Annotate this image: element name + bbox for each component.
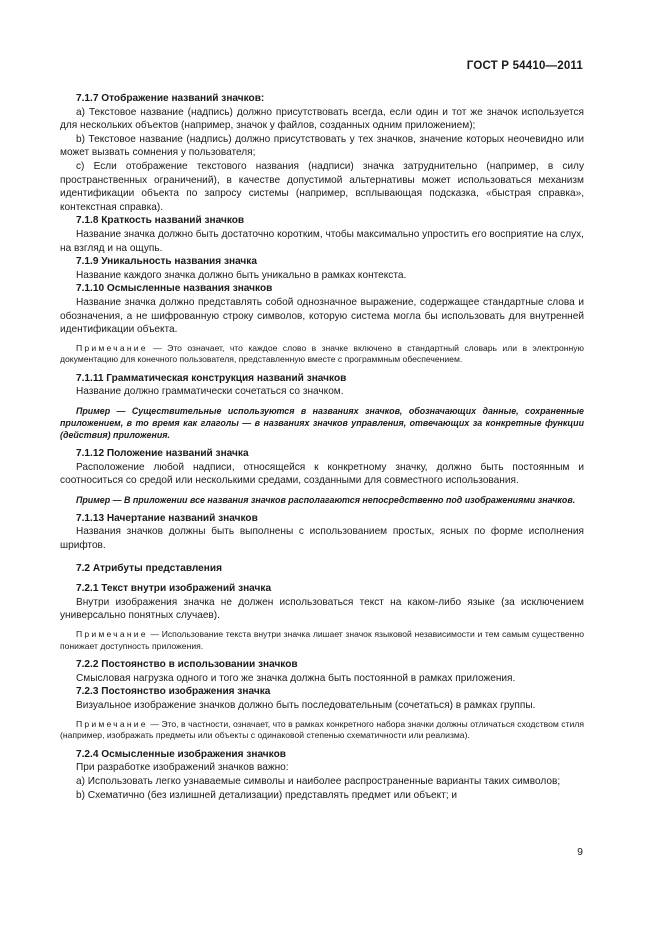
- section-heading: 7.1.11 Грамматическая конструкция названий значков: [76, 372, 347, 384]
- paragraph: Смысловая нагрузка одного и того же значка должна быть постоянной в рамках приложения.: [76, 672, 516, 684]
- paragraph: a) Использовать легко узнаваемые символы и наиболее распространенные варианты таких символов;: [76, 775, 561, 787]
- example-paragraph: Пример — В приложении все названия значков располагаются непосредственно под изображениями значков.: [76, 494, 576, 505]
- section-heading: 7.1.9 Уникальность названия значка: [76, 256, 257, 268]
- note-label: Примечание: [76, 342, 148, 353]
- section-heading: 7.1.8 Краткость названий значков: [76, 215, 245, 227]
- note-text: — Использование текста внутри значка лишает значок языковой независимости и тем самым существенно понижает доступность приложения.: [60, 629, 584, 651]
- paragraph: Названия значков должны быть выполнены с использованием простых, ясных по форме исполнения шрифтов.: [60, 526, 584, 552]
- note-label: Примечание: [76, 629, 148, 639]
- section-heading: 7.1.10 Осмысленные названия значков: [76, 283, 273, 295]
- section-heading: 7.1.7 Отображение названий значков:: [76, 93, 265, 104]
- note-paragraph: [60, 719, 584, 742]
- paragraph: Внутри изображения значка не должен использоваться текст на каком-либо языке (за исключением универсально понятных случаев).: [60, 596, 584, 622]
- section-heading: 7.1.13 Начертание названий значков: [76, 512, 258, 524]
- paragraph: Визуальное изображение значков должно быть последовательным (сочетаться) в рамках группы.: [76, 699, 536, 711]
- paragraph: Название значка должно представлять собой однозначное выражение, содержащее стандартные слова и обозначения, а не шифрованную строку символов, которую система могла бы использовать для внутренней идентификации объекта.: [60, 296, 584, 336]
- note-paragraph: [60, 343, 584, 366]
- section-heading: 7.2.4 Осмысленные изображения значков: [76, 748, 286, 760]
- subsection-title: 7.2 Атрибуты представления: [76, 562, 222, 574]
- paragraph: a) Текстовое название (надпись) должно присутствовать всегда, если один и тот же значок используется для нескольких объектов (например, значок у файлов, созданных одним приложением);: [60, 106, 584, 132]
- paragraph: Название значка должно быть достаточно коротким, чтобы максимально упростить его восприятие на слух, на взгляд и на ощупь.: [60, 228, 584, 254]
- document-body: [60, 92, 584, 802]
- paragraph: При разработке изображений значков важно:: [76, 762, 289, 774]
- standard-code-header: ГОСТ Р 54410—2011: [466, 60, 583, 72]
- paragraph: b) Текстовое название (надпись) должно присутствовать у тех значков, значение которых неочевидно или может вызвать сомнения у пользователя;: [60, 133, 584, 159]
- paragraph: Название должно грамматически сочетаться со значком.: [76, 386, 344, 398]
- paragraph: b) Схематично (без излишней детализации) представлять предмет или объект; и: [76, 789, 458, 801]
- paragraph: c) Если отображение текстового названия (надписи) значка затруднительно (например, в силу пространственных ограничений), в качестве допустимой альтернативы может использоваться механизм идентификации объекта по запросу системы (например, всплывающая подсказка, «быстрая справка», контекстная справка).: [60, 160, 584, 213]
- paragraph: Название каждого значка должно быть уникально в рамках контекста.: [76, 269, 407, 281]
- section-heading: 7.2.3 Постоянство изображения значка: [76, 686, 271, 698]
- section-heading: 7.2.1 Текст внутри изображений значка: [76, 583, 272, 595]
- section-heading: 7.2.2 Постоянство в использовании значков: [76, 659, 298, 671]
- example-paragraph: Пример — Существительные используются в названиях значков, обозначающих данные, сохраненные приложением, в то время как глаголы — в названиях значков управления, отвечающих за конкретные функции (действия) приложения.: [60, 406, 584, 441]
- note-text: — Это означает, что каждое слово в значке включено в стандартный словарь или в электронную документацию для конечного пользователя, представленную вместе с программным обеспечением.: [60, 342, 584, 365]
- section-heading: 7.1.12 Положение названий значка: [76, 448, 249, 460]
- note-paragraph: [60, 629, 584, 652]
- note-text: — Это, в частности, означает, что в рамках конкретного набора значки должны отличаться сходством стиля (например, изображать предметы или объекты с одинаковой степенью схематичности или реализма).: [60, 718, 584, 741]
- paragraph: Расположение любой надписи, относящейся к конкретному значку, должно быть постоянным и соотноситься со средой или несколькими средами, созданными для совместного использования.: [60, 461, 584, 487]
- page-number: 9: [577, 846, 583, 858]
- note-label: Примечание: [76, 718, 148, 729]
